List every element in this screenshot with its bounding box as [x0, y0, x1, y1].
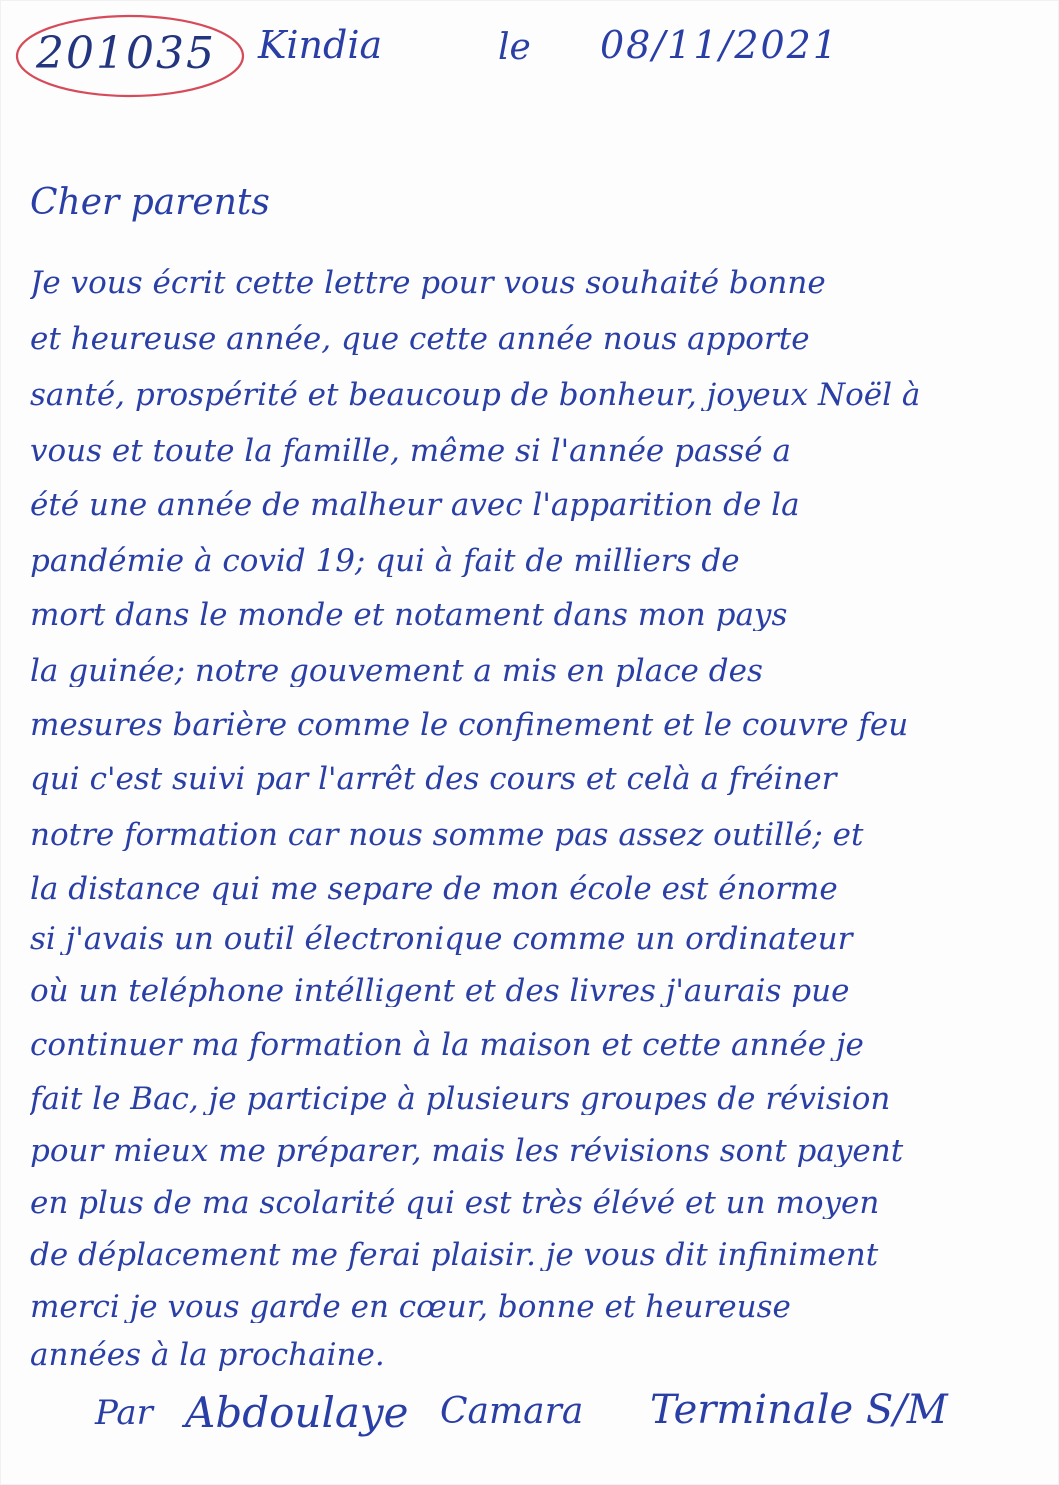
letter-line: fait le Bac, je participe à plusieurs groupes de révision [30, 1084, 891, 1115]
signature-last-name: Camara [440, 1391, 584, 1432]
letter-line: qui c'est suivi par l'arrêt des cours et celà a fréiner [30, 764, 837, 795]
letter-line: merci je vous garde en cœur, bonne et heureuse [30, 1292, 791, 1323]
letter-line: si j'avais un outil électronique comme un ordinateur [30, 924, 853, 955]
letter-line: mort dans le monde et notament dans mon pays [30, 600, 788, 631]
letter-line: été une année de malheur avec l'apparition de la [30, 490, 800, 521]
salutation: Cher parents [30, 182, 270, 223]
letter-line: pour mieux me préparer, mais les révisions sont payent [30, 1136, 904, 1167]
letter-line: mesures barière comme le confinement et le couvre feu [30, 710, 909, 741]
signature-class: Terminale S/M [650, 1387, 948, 1433]
letter-line: et heureuse année, que cette année nous apporte [30, 324, 810, 355]
letter-line: notre formation car nous somme pas assez outillé; et [30, 820, 864, 851]
letter-line: en plus de ma scolarité qui est très élévé et un moyen [30, 1188, 880, 1219]
signature-first-name: Abdoulaye [185, 1388, 409, 1437]
letter-line: où un teléphone intélligent et des livres j'aurais pue [30, 976, 850, 1007]
letter-line: la distance qui me separe de mon école est énorme [30, 874, 838, 905]
letter-line: années à la prochaine. [30, 1340, 385, 1371]
letter-line: vous et toute la famille, même si l'année passé a [30, 436, 791, 467]
letter-line: de déplacement me ferai plaisir. je vous dit infiniment [30, 1240, 879, 1271]
letter-line: Je vous écrit cette lettre pour vous souhaité bonne [30, 268, 826, 299]
id-number: 201035 [36, 28, 216, 79]
letter-line: continuer ma formation à la maison et cette année je [30, 1030, 864, 1061]
signature-block [95, 1387, 995, 1460]
letter-line: santé, prospérité et beaucoup de bonheur, joyeux Noël à [30, 380, 921, 411]
letter-date: 08/11/2021 [600, 23, 840, 67]
date-prefix: le [498, 27, 531, 68]
letter-line: pandémie à covid 19; qui à fait de milliers de [30, 546, 740, 577]
letter-place: Kindia [258, 23, 383, 67]
letter-line: la guinée; notre gouvement a mis en place des [30, 656, 763, 687]
signature-prefix: Par [95, 1393, 153, 1433]
